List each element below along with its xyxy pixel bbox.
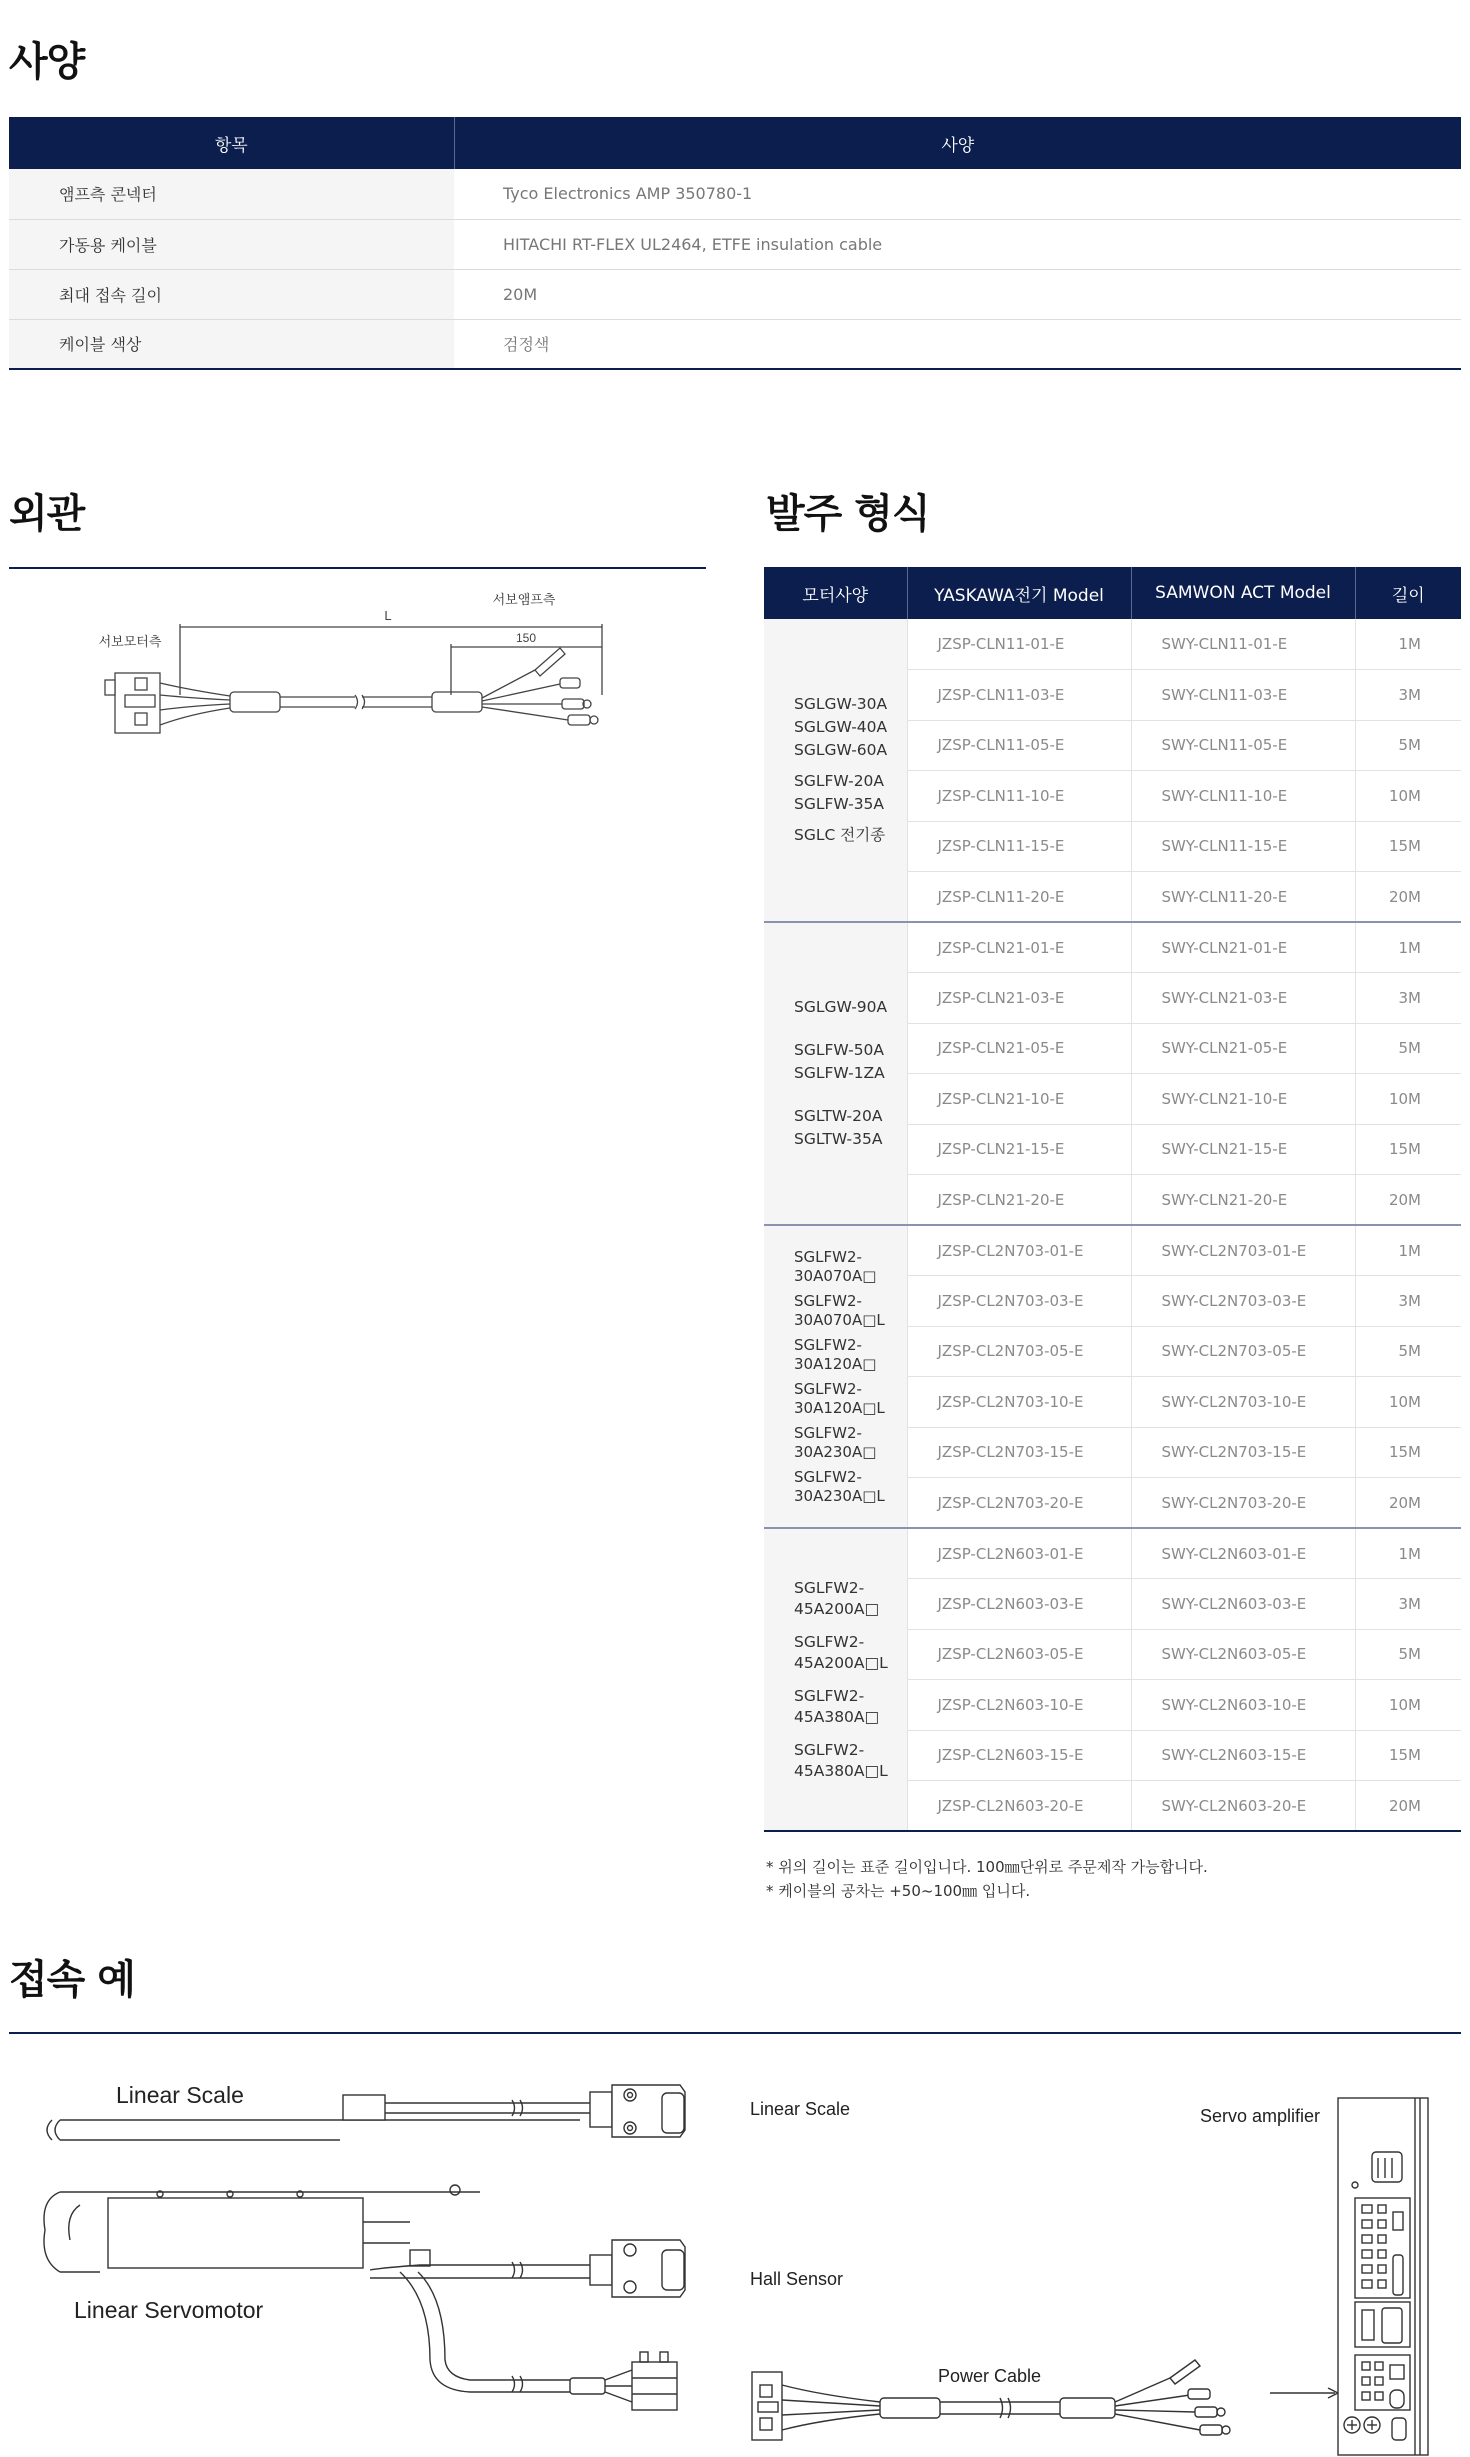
- spec-label: 앰프측 콘넥터: [9, 169, 454, 219]
- yaskawa-model: JZSP-CLN11-03-E: [907, 670, 1131, 721]
- linear-scale-drawing-label: Linear Scale: [116, 2082, 244, 2108]
- connection-example-drawing: [0, 2040, 1470, 2457]
- cable-length: 3M: [1355, 670, 1461, 721]
- yaskawa-model: JZSP-CL2N703-01-E: [907, 1225, 1131, 1276]
- linear-scale-label: Linear Scale: [750, 2099, 851, 2119]
- cable-length: 5M: [1355, 1629, 1461, 1680]
- samwon-model: SWY-CLN11-03-E: [1131, 670, 1355, 721]
- spec-value: Tyco Electronics AMP 350780-1: [454, 169, 1461, 219]
- yaskawa-model: JZSP-CLN21-03-E: [907, 973, 1131, 1024]
- yaskawa-model: JZSP-CLN21-05-E: [907, 1023, 1131, 1074]
- samwon-model: SWY-CLN11-05-E: [1131, 720, 1355, 771]
- spec-header-item: 항목: [9, 117, 454, 169]
- cable-length: 10M: [1355, 1377, 1461, 1428]
- cable-length: 20M: [1355, 872, 1461, 923]
- samwon-model: SWY-CL2N703-01-E: [1131, 1225, 1355, 1276]
- table-row: [764, 619, 1461, 670]
- cable-length: 10M: [1355, 1074, 1461, 1125]
- samwon-model: SWY-CLN21-10-E: [1131, 1074, 1355, 1125]
- samwon-model: SWY-CL2N703-10-E: [1131, 1377, 1355, 1428]
- samwon-model: SWY-CL2N603-03-E: [1131, 1579, 1355, 1630]
- yaskawa-model: JZSP-CLN11-20-E: [907, 872, 1131, 923]
- yaskawa-model: JZSP-CLN11-10-E: [907, 771, 1131, 822]
- spec-value: HITACHI RT-FLEX UL2464, ETFE insulation cable: [454, 219, 1461, 269]
- appearance-divider: [9, 567, 706, 569]
- samwon-model: SWY-CL2N703-20-E: [1131, 1478, 1355, 1529]
- samwon-model: SWY-CLN11-10-E: [1131, 771, 1355, 822]
- header-length: 길이: [1355, 567, 1461, 619]
- cable-length: 15M: [1355, 1124, 1461, 1175]
- cable-length: 15M: [1355, 1730, 1461, 1781]
- cable-length: 5M: [1355, 720, 1461, 771]
- hall-sensor-label: Hall Sensor: [750, 2269, 844, 2289]
- connection-divider: [9, 2032, 1461, 2034]
- yaskawa-model: JZSP-CLN21-10-E: [907, 1074, 1131, 1125]
- cable-appearance-drawing: [80, 580, 640, 750]
- table-row: [9, 219, 1461, 269]
- cable-length: 20M: [1355, 1781, 1461, 1832]
- table-row: [9, 269, 1461, 319]
- linear-servomotor-label: Linear Servomotor: [74, 2297, 264, 2323]
- cable-length: 1M: [1355, 1528, 1461, 1579]
- samwon-model: SWY-CLN21-05-E: [1131, 1023, 1355, 1074]
- cable-length: 5M: [1355, 1326, 1461, 1377]
- samwon-model: SWY-CLN21-15-E: [1131, 1124, 1355, 1175]
- motor-spec-cell: SGLGW-30A SGLGW-40A SGLGW-60A SGLFW-20A SGLFW-35A SGLC 전기종: [764, 619, 907, 922]
- table-row: [764, 1528, 1461, 1579]
- yaskawa-model: JZSP-CLN21-15-E: [907, 1124, 1131, 1175]
- yaskawa-model: JZSP-CL2N703-03-E: [907, 1276, 1131, 1327]
- motor-spec-cell: SGLFW2- 45A200A□ SGLFW2- 45A200A□L SGLFW2- 45A380A□ SGLFW2- 45A380A□L: [764, 1528, 907, 1831]
- yaskawa-model: JZSP-CL2N603-05-E: [907, 1629, 1131, 1680]
- samwon-model: SWY-CLN21-01-E: [1131, 922, 1355, 973]
- power-cable-label: Power Cable: [938, 2366, 1042, 2386]
- spec-label: 케이블 색상: [9, 319, 454, 369]
- samwon-model: SWY-CLN11-20-E: [1131, 872, 1355, 923]
- cable-length: 10M: [1355, 771, 1461, 822]
- table-row: [9, 169, 1461, 219]
- yaskawa-model: JZSP-CLN21-01-E: [907, 922, 1131, 973]
- amp-side-label: 서보앰프측: [492, 592, 556, 607]
- dim-length-label: L: [384, 608, 392, 623]
- note-line: * 위의 길이는 표준 길이입니다. 100㎜단위로 주문제작 가능합니다.: [766, 1858, 1208, 1876]
- cable-length: 3M: [1355, 973, 1461, 1024]
- spec-value: 20M: [454, 269, 1461, 319]
- header-motor-spec: 모터사양: [764, 567, 907, 619]
- appearance-section-title: 외관: [9, 491, 85, 537]
- yaskawa-model: JZSP-CL2N603-10-E: [907, 1680, 1131, 1731]
- samwon-model: SWY-CL2N603-05-E: [1131, 1629, 1355, 1680]
- dim-150-label: 150: [515, 631, 537, 645]
- samwon-model: SWY-CLN11-15-E: [1131, 821, 1355, 872]
- cable-length: 20M: [1355, 1478, 1461, 1529]
- yaskawa-model: JZSP-CL2N603-20-E: [907, 1781, 1131, 1832]
- spec-header-spec: 사양: [454, 117, 1461, 169]
- yaskawa-model: JZSP-CLN11-15-E: [907, 821, 1131, 872]
- cable-length: 15M: [1355, 821, 1461, 872]
- motor-side-label: 서보모터측: [98, 634, 162, 649]
- samwon-model: SWY-CL2N703-05-E: [1131, 1326, 1355, 1377]
- cable-length: 10M: [1355, 1680, 1461, 1731]
- order-table-header: [764, 567, 1461, 619]
- samwon-model: SWY-CL2N603-15-E: [1131, 1730, 1355, 1781]
- order-section-title: 발주 형식: [766, 491, 930, 537]
- connection-section-title: 접속 예: [9, 1957, 135, 2003]
- cable-length: 3M: [1355, 1276, 1461, 1327]
- motor-spec-cell: SGLFW2- 30A070A□ SGLFW2- 30A070A□L SGLFW2- 30A120A□ SGLFW2- 30A120A□L SGLFW2- 30A230A□ SGLFW2- 30A230A□L: [764, 1225, 907, 1528]
- samwon-model: SWY-CL2N603-20-E: [1131, 1781, 1355, 1832]
- yaskawa-model: JZSP-CL2N703-05-E: [907, 1326, 1131, 1377]
- spec-section-title: 사양: [9, 39, 85, 85]
- header-samwon-model: SAMWON ACT Model: [1131, 567, 1355, 619]
- spec-table-header: [9, 117, 1461, 169]
- note-line: * 케이블의 공차는 +50~100㎜ 입니다.: [766, 1882, 1031, 1900]
- yaskawa-model: JZSP-CL2N603-15-E: [907, 1730, 1131, 1781]
- spec-value: 검정색: [454, 319, 1461, 369]
- samwon-model: SWY-CLN21-20-E: [1131, 1175, 1355, 1226]
- motor-spec-cell: SGLGW-90A SGLFW-50A SGLFW-1ZA SGLTW-20A SGLTW-35A: [764, 922, 907, 1225]
- yaskawa-model: JZSP-CLN21-20-E: [907, 1175, 1131, 1226]
- yaskawa-model: JZSP-CL2N703-15-E: [907, 1427, 1131, 1478]
- yaskawa-model: JZSP-CL2N703-20-E: [907, 1478, 1131, 1529]
- cable-length: 3M: [1355, 1579, 1461, 1630]
- cable-length: 5M: [1355, 1023, 1461, 1074]
- cable-length: 15M: [1355, 1427, 1461, 1478]
- order-notes: [766, 1855, 1208, 1903]
- yaskawa-model: JZSP-CLN11-05-E: [907, 720, 1131, 771]
- cable-length: 1M: [1355, 1225, 1461, 1276]
- spec-table: [9, 117, 1461, 370]
- spec-label: 최대 접속 길이: [9, 269, 454, 319]
- cable-length: 20M: [1355, 1175, 1461, 1226]
- table-row: [764, 922, 1461, 973]
- samwon-model: SWY-CL2N603-10-E: [1131, 1680, 1355, 1731]
- samwon-model: SWY-CLN11-01-E: [1131, 619, 1355, 670]
- servo-amplifier-label: Servo amplifier: [1200, 2106, 1321, 2126]
- samwon-model: SWY-CL2N703-15-E: [1131, 1427, 1355, 1478]
- samwon-model: SWY-CL2N603-01-E: [1131, 1528, 1355, 1579]
- yaskawa-model: JZSP-CL2N603-03-E: [907, 1579, 1131, 1630]
- cable-length: 1M: [1355, 922, 1461, 973]
- yaskawa-model: JZSP-CL2N703-10-E: [907, 1377, 1131, 1428]
- yaskawa-model: JZSP-CLN11-01-E: [907, 619, 1131, 670]
- header-yaskawa-model: YASKAWA전기 Model: [907, 567, 1131, 619]
- yaskawa-model: JZSP-CL2N603-01-E: [907, 1528, 1131, 1579]
- order-table: [764, 567, 1461, 1832]
- samwon-model: SWY-CL2N703-03-E: [1131, 1276, 1355, 1327]
- cable-length: 1M: [1355, 619, 1461, 670]
- spec-label: 가동용 케이블: [9, 219, 454, 269]
- samwon-model: SWY-CLN21-03-E: [1131, 973, 1355, 1024]
- table-row: [9, 319, 1461, 369]
- table-row: [764, 1225, 1461, 1276]
